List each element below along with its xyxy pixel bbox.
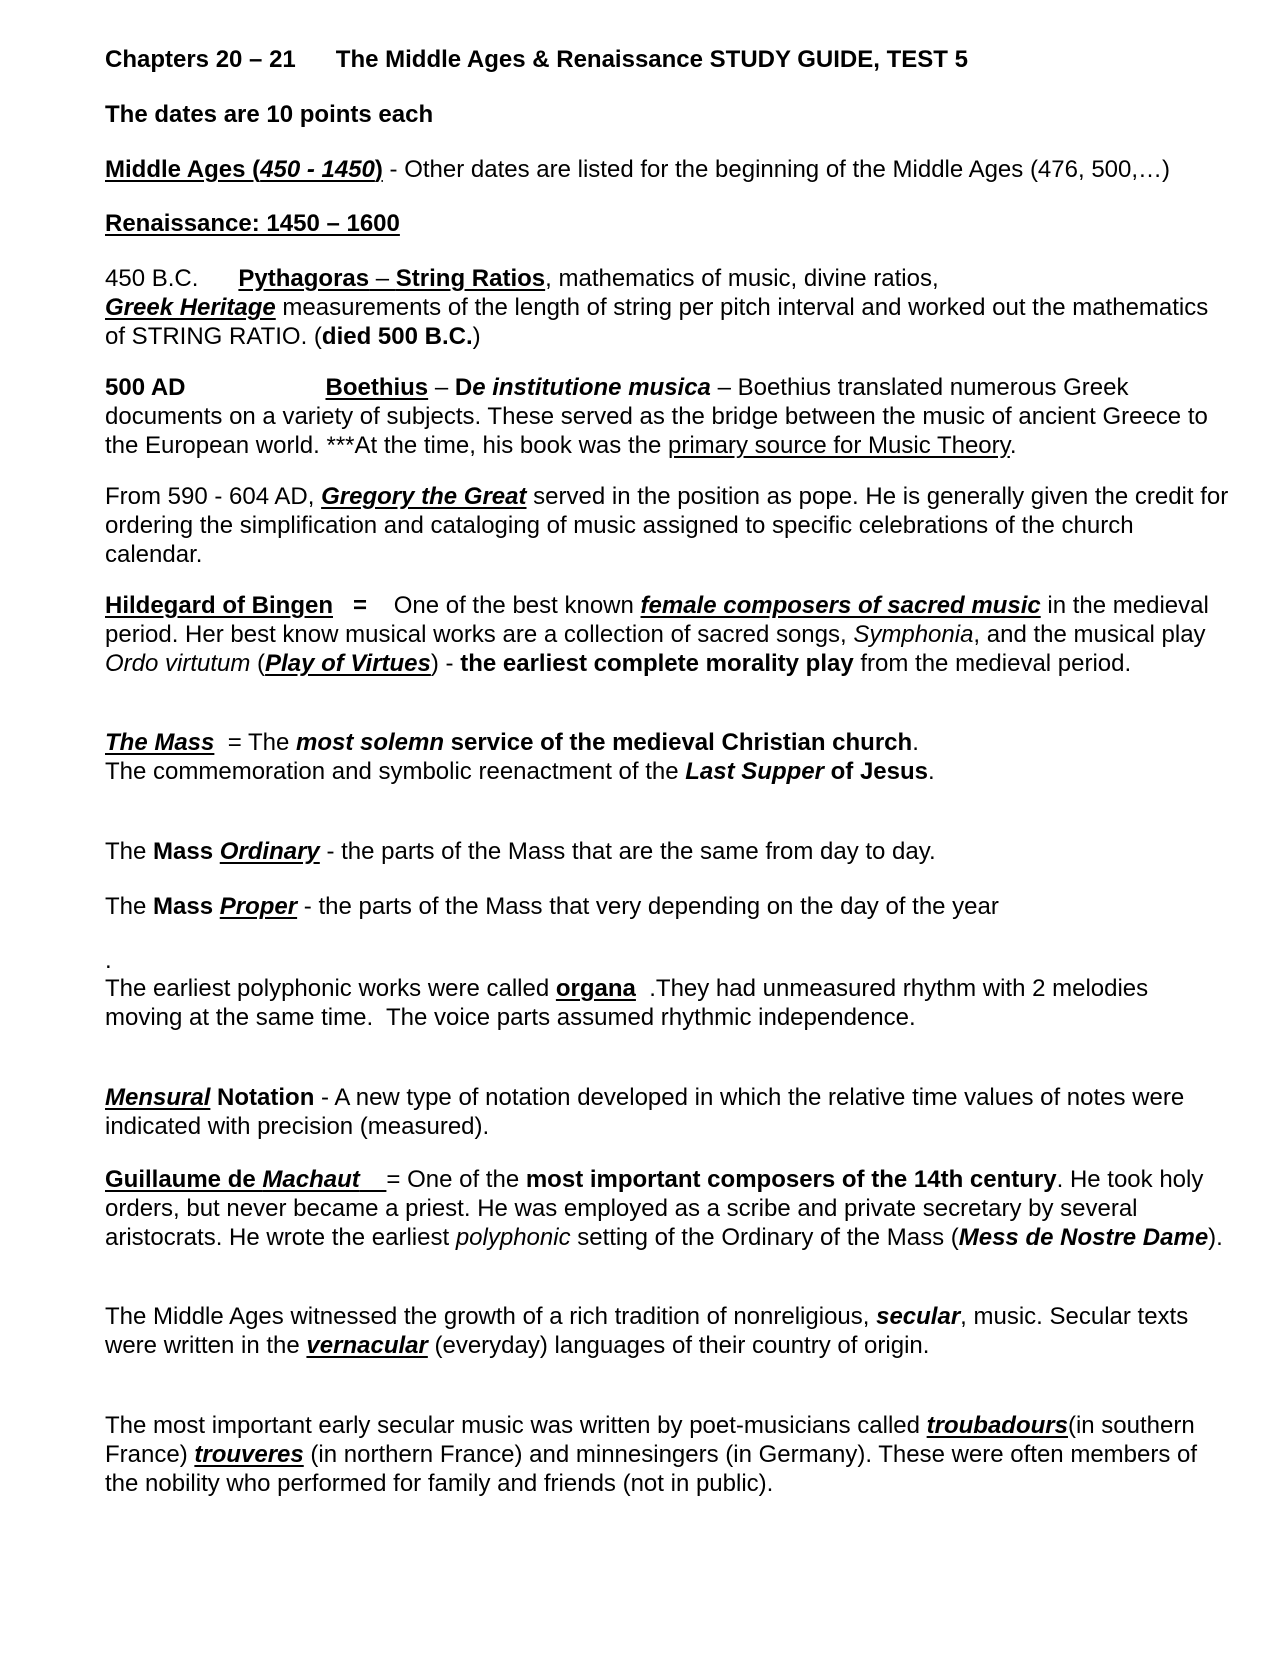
middle-ages-dates: 450 - 1450 bbox=[260, 156, 375, 183]
play-of-virtues: Play of Virtues bbox=[265, 650, 431, 677]
organa-entry: The earliest polyphonic works were called organa .They had unmeasured rhythm with 2 melodies moving at the same time. The voice parts assumed rhythmic independence. bbox=[105, 975, 1155, 1031]
hildegard-name: Hildegard of Bingen bbox=[105, 592, 333, 619]
boethius-name: Boethius bbox=[325, 374, 429, 401]
pythagoras-died: died 500 B.C. bbox=[321, 323, 473, 350]
gregory-name: Gregory the Great bbox=[321, 483, 527, 510]
primary-source: primary source for Music Theory bbox=[667, 432, 1010, 459]
last-supper: Last Supper bbox=[685, 758, 824, 785]
renaissance-dates: Renaissance: 1450 – 1600 bbox=[105, 210, 400, 237]
mass-proper-entry: The Mass Proper - the parts of the Mass that very depending on the day of the year bbox=[105, 893, 999, 920]
hildegard-role: female composers of sacred music bbox=[640, 592, 1041, 619]
troubadours-entry: The most important early secular music was written by poet-musicians called troubadours(in southern France) trouveres (in northern France) and minnesingers (in Germany). These were often members of the nobility who performed for family and friends (not in public). bbox=[105, 1412, 1198, 1497]
document-title bbox=[105, 45, 1230, 74]
mass-name: The Mass bbox=[105, 729, 215, 756]
boethius-date: 500 AD bbox=[105, 374, 186, 401]
ordinary-term: Ordinary bbox=[219, 838, 320, 865]
troubadours-term: troubadours bbox=[926, 1412, 1068, 1439]
greek-heritage: Greek Heritage bbox=[105, 294, 276, 321]
hildegard-entry: Hildegard of Bingen = One of the best known female composers of sacred music in the medieval period. Her best know musical works are a collection of sacred songs, Symphonia, and the musical play Ordo virtutum (Play of Virtues) - the earliest complete morality play from the medieval period. bbox=[105, 592, 1209, 677]
pythagoras-date: 450 B.C. bbox=[105, 265, 199, 292]
earliest-morality-play: the earliest complete morality play bbox=[460, 650, 854, 677]
mensural-term: Mensural bbox=[105, 1084, 211, 1111]
proper-term: Proper bbox=[219, 893, 298, 920]
ordo-virtutum: Ordo virtutum bbox=[105, 650, 251, 677]
vernacular-term: vernacular bbox=[306, 1332, 428, 1359]
middle-ages-label: Middle Ages (450 - 1450) bbox=[105, 156, 383, 183]
pythagoras-entry: 450 B.C. Pythagoras – String Ratios, mathematics of music, divine ratios, Greek Heritage measurements of the length of string per pitch interval and worked out the mathematics of STRING RATIO. (died 500 B.C.) bbox=[105, 265, 1209, 350]
organa-term: organa bbox=[555, 975, 636, 1002]
gregory-entry: From 590 - 604 AD, Gregory the Great served in the position as pope. He is generally given the credit for ordering the simplification and cataloging of music assigned to specific celebrations of the church calendar. bbox=[105, 483, 1229, 568]
symphonia: Symphonia bbox=[853, 621, 974, 648]
machaut-importance: most important composers of the 14th century bbox=[525, 1166, 1057, 1193]
secular-term: secular bbox=[876, 1303, 961, 1330]
machaut-work: Mess de Nostre Dame bbox=[958, 1224, 1209, 1251]
secular-entry: The Middle Ages witnessed the growth of a rich tradition of nonreligious, secular, music. Secular texts were written in the vernacular (everyday) languages of their country of origin. bbox=[105, 1303, 1189, 1359]
boethius-work: e institutione musica bbox=[472, 374, 711, 401]
stray-dot: . bbox=[105, 947, 112, 974]
machaut-entry: Guillaume de Machaut = One of the most important composers of the 14th century. He took holy orders, but never became a priest. He was employed as a scribe and private secretary by several aristocrats. He wrote the earliest polyphonic setting of the Ordinary of the Mass (Mess de Nostre Dame). bbox=[105, 1166, 1223, 1251]
machaut-name: Guillaume de Machaut bbox=[105, 1166, 360, 1193]
boethius-entry: 500 AD Boethius – De institutione musica – Boethius translated numerous Greek documents on a variety of subjects. These served as the bridge between the music of ancient Greece to the European world. ***At the time, his book was the primary source for Music Theory. bbox=[105, 374, 1208, 459]
pythagoras-heading: Pythagoras – String Ratios bbox=[238, 265, 546, 292]
title-topic: The Middle Ages & Renaissance STUDY GUIDE, TEST 5 bbox=[335, 46, 968, 73]
dates-note: The dates are 10 points each bbox=[105, 101, 434, 128]
mass-entry: The Mass = The most solemn service of the medieval Christian church. The commemoration and symbolic reenactment of the Last Supper of Jesus. bbox=[105, 729, 935, 785]
trouveres-term: trouveres bbox=[194, 1441, 304, 1468]
mass-ordinary-entry: The Mass Ordinary - the parts of the Mass that are the same from day to day. bbox=[105, 838, 936, 865]
title-chapters: Chapters 20 – 21 bbox=[105, 46, 296, 73]
middle-ages-text: - Other dates are listed for the beginning of the Middle Ages (476, 500,…) bbox=[382, 156, 1171, 183]
middle-ages-entry bbox=[105, 155, 1230, 184]
mensural-entry: Mensural Notation - A new type of notation developed in which the relative time values of notes were indicated with precision (measured). bbox=[105, 1084, 1185, 1140]
